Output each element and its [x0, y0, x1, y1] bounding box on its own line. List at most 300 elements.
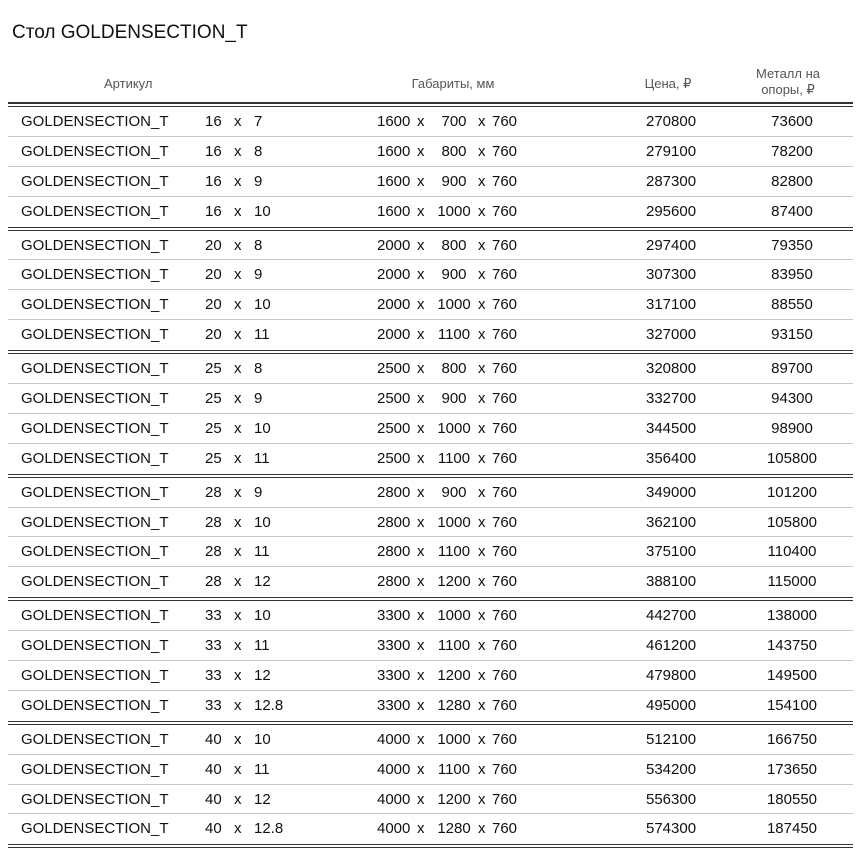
size-b-cell: 11 — [254, 449, 270, 467]
size-b-cell: 7 — [254, 113, 263, 130]
row-group — [8, 231, 853, 351]
dim-separator: x — [417, 296, 425, 314]
size-separator: x — [234, 296, 242, 314]
article-cell: GOLDENSECTION_T — [21, 326, 169, 344]
width-cell: 1200 — [437, 790, 471, 808]
metal-cell: 94300 — [771, 390, 813, 408]
height-cell: 760 — [492, 236, 518, 254]
metal-cell: 138000 — [766, 607, 818, 625]
price-cell: 362100 — [646, 513, 697, 531]
article-cell: GOLDENSECTION_T — [21, 790, 169, 808]
size-a-cell: 20 — [205, 326, 222, 344]
price-cell: 327000 — [646, 326, 697, 344]
article-cell: GOLDENSECTION_T — [21, 637, 169, 655]
length-cell: 1600 — [377, 172, 411, 190]
size-b-cell: 9 — [254, 266, 263, 284]
dim-separator: x — [478, 326, 486, 344]
table-row — [8, 260, 853, 290]
size-separator: x — [234, 760, 242, 778]
dim-separator: x — [478, 236, 486, 254]
price-cell: 461200 — [646, 637, 697, 655]
table-row — [8, 785, 853, 815]
price-cell: 556300 — [646, 790, 697, 808]
size-a-cell: 25 — [205, 390, 222, 408]
article-cell: GOLDENSECTION_T — [21, 483, 169, 501]
price-cell: 344500 — [646, 419, 697, 437]
size-b-cell: 11 — [254, 760, 270, 778]
table-row — [8, 231, 853, 261]
metal-cell: 101200 — [766, 483, 818, 501]
dim-separator: x — [417, 760, 425, 778]
height-cell: 760 — [492, 667, 518, 685]
width-cell: 900 — [441, 172, 467, 190]
height-cell: 760 — [492, 172, 518, 190]
table-row — [8, 167, 853, 197]
size-separator: x — [234, 326, 242, 344]
height-cell: 760 — [492, 202, 518, 220]
dim-separator: x — [478, 419, 486, 437]
article-cell: GOLDENSECTION_T — [21, 543, 169, 561]
length-cell: 4000 — [377, 730, 411, 748]
dim-separator: x — [478, 607, 486, 625]
metal-cell: 154100 — [766, 696, 818, 714]
table-row — [8, 601, 853, 631]
dim-separator: x — [478, 202, 486, 220]
table-body — [8, 107, 853, 848]
dim-separator: x — [417, 573, 425, 591]
width-cell: 900 — [441, 266, 467, 284]
size-a-cell: 33 — [205, 607, 222, 625]
size-b-cell: 10 — [254, 419, 271, 437]
dim-separator: x — [478, 142, 486, 160]
width-cell: 700 — [441, 113, 467, 130]
header-dimensions: Габариты, мм — [411, 76, 495, 91]
size-separator: x — [234, 449, 242, 467]
size-b-cell: 11 — [254, 637, 270, 655]
size-separator: x — [234, 419, 242, 437]
dim-separator: x — [478, 543, 486, 561]
price-cell: 388100 — [646, 573, 697, 591]
dim-separator: x — [417, 266, 425, 284]
height-cell: 760 — [492, 483, 518, 501]
article-cell: GOLDENSECTION_T — [21, 760, 169, 778]
height-cell: 760 — [492, 637, 518, 655]
price-cell: 287300 — [646, 172, 697, 190]
article-cell: GOLDENSECTION_T — [21, 202, 169, 220]
size-separator: x — [234, 236, 242, 254]
size-a-cell: 16 — [205, 142, 222, 160]
length-cell: 2500 — [377, 419, 411, 437]
size-separator: x — [234, 637, 242, 655]
width-cell: 1100 — [437, 326, 471, 344]
dim-separator: x — [417, 449, 425, 467]
size-b-cell: 9 — [254, 390, 263, 408]
width-cell: 800 — [441, 236, 467, 254]
article-cell: GOLDENSECTION_T — [21, 667, 169, 685]
table-row — [8, 661, 853, 691]
row-group — [8, 601, 853, 721]
length-cell: 2500 — [377, 449, 411, 467]
length-cell: 1600 — [377, 202, 411, 220]
table-row — [8, 444, 853, 474]
size-separator: x — [234, 790, 242, 808]
size-a-cell: 40 — [205, 760, 222, 778]
table-row — [8, 290, 853, 320]
row-group — [8, 107, 853, 227]
metal-cell: 115000 — [767, 573, 817, 591]
article-cell: GOLDENSECTION_T — [21, 419, 169, 437]
size-separator: x — [234, 820, 242, 838]
length-cell: 2800 — [377, 513, 411, 531]
length-cell: 4000 — [377, 760, 411, 778]
size-a-cell: 25 — [205, 360, 222, 378]
metal-cell: 105800 — [766, 449, 818, 467]
article-cell: GOLDENSECTION_T — [21, 449, 169, 467]
article-cell: GOLDENSECTION_T — [21, 360, 169, 378]
length-cell: 3300 — [377, 607, 411, 625]
size-a-cell: 33 — [205, 637, 222, 655]
price-cell: 320800 — [646, 360, 697, 378]
height-cell: 760 — [492, 326, 518, 344]
dim-separator: x — [478, 296, 486, 314]
length-cell: 2000 — [377, 296, 411, 314]
price-cell: 495000 — [646, 696, 697, 714]
width-cell: 800 — [441, 360, 467, 378]
width-cell: 1000 — [437, 202, 471, 220]
table-row — [8, 414, 853, 444]
table-row — [8, 631, 853, 661]
size-b-cell: 10 — [254, 513, 271, 531]
metal-cell: 88550 — [771, 296, 813, 314]
dim-separator: x — [417, 696, 425, 714]
width-cell: 1000 — [437, 730, 471, 748]
length-cell: 2000 — [377, 236, 411, 254]
table-row — [8, 755, 853, 785]
size-a-cell: 40 — [205, 820, 222, 838]
dim-separator: x — [478, 696, 486, 714]
length-cell: 3300 — [377, 667, 411, 685]
height-cell: 760 — [492, 696, 518, 714]
table-row — [8, 537, 853, 567]
length-cell: 1600 — [377, 142, 411, 160]
size-b-cell: 8 — [254, 236, 263, 254]
table-row — [8, 137, 853, 167]
metal-cell: 166750 — [766, 730, 818, 748]
width-cell: 900 — [441, 390, 467, 408]
width-cell: 1280 — [437, 696, 471, 714]
height-cell: 760 — [492, 573, 518, 591]
height-cell: 760 — [492, 419, 518, 437]
size-a-cell: 28 — [205, 483, 222, 501]
dim-separator: x — [478, 172, 486, 190]
article-cell: GOLDENSECTION_T — [21, 730, 169, 748]
length-cell: 2800 — [377, 573, 411, 591]
article-cell: GOLDENSECTION_T — [21, 172, 169, 190]
dim-separator: x — [417, 390, 425, 408]
metal-cell: 82800 — [771, 172, 813, 190]
dim-separator: x — [478, 637, 486, 655]
price-cell: 479800 — [646, 667, 697, 685]
table-header — [8, 60, 853, 102]
price-cell: 279100 — [646, 142, 697, 160]
metal-cell: 73600 — [771, 113, 813, 130]
dim-separator: x — [478, 760, 486, 778]
size-a-cell: 20 — [205, 266, 222, 284]
header-article: Артикул — [104, 76, 153, 91]
metal-cell: 110400 — [767, 543, 817, 561]
metal-cell: 143750 — [766, 637, 818, 655]
height-cell: 760 — [492, 296, 518, 314]
metal-cell: 93150 — [771, 326, 813, 344]
table-row — [8, 725, 853, 755]
size-separator: x — [234, 730, 242, 748]
article-cell: GOLDENSECTION_T — [21, 390, 169, 408]
dim-separator: x — [417, 113, 425, 130]
header-metal: Металл на опоры, ₽ — [755, 66, 820, 97]
dim-separator: x — [478, 820, 486, 838]
page-title: Стол GOLDENSECTION_T — [12, 22, 248, 43]
dim-separator: x — [417, 483, 425, 501]
table-row — [8, 320, 853, 350]
metal-cell: 89700 — [771, 360, 813, 378]
table-row — [8, 197, 853, 227]
price-cell: 356400 — [646, 449, 697, 467]
metal-cell: 83950 — [771, 266, 813, 284]
price-cell: 512100 — [646, 730, 697, 748]
width-cell: 900 — [441, 483, 467, 501]
size-b-cell: 10 — [254, 202, 271, 220]
table-row — [8, 567, 853, 597]
metal-cell: 87400 — [771, 202, 813, 220]
dim-separator: x — [417, 730, 425, 748]
price-cell: 270800 — [646, 113, 697, 130]
size-b-cell: 12 — [254, 790, 271, 808]
metal-cell: 78200 — [771, 142, 813, 160]
table-row — [8, 691, 853, 721]
article-cell: GOLDENSECTION_T — [21, 142, 169, 160]
size-a-cell: 28 — [205, 513, 222, 531]
article-cell: GOLDENSECTION_T — [21, 573, 169, 591]
height-cell: 760 — [492, 790, 518, 808]
row-group — [8, 354, 853, 474]
height-cell: 760 — [492, 142, 518, 160]
metal-cell: 98900 — [771, 419, 813, 437]
dim-separator: x — [478, 360, 486, 378]
height-cell: 760 — [492, 607, 518, 625]
width-cell: 1100 — [437, 760, 471, 778]
length-cell: 4000 — [377, 790, 411, 808]
size-separator: x — [234, 483, 242, 501]
size-b-cell: 11 — [254, 326, 270, 344]
dim-separator: x — [417, 142, 425, 160]
price-cell: 317100 — [646, 296, 697, 314]
size-b-cell: 10 — [254, 730, 271, 748]
article-cell: GOLDENSECTION_T — [21, 513, 169, 531]
length-cell: 2800 — [377, 543, 411, 561]
size-a-cell: 40 — [205, 730, 222, 748]
price-cell: 307300 — [646, 266, 697, 284]
dim-separator: x — [478, 266, 486, 284]
size-b-cell: 8 — [254, 142, 263, 160]
article-cell: GOLDENSECTION_T — [21, 266, 169, 284]
size-separator: x — [234, 202, 242, 220]
width-cell: 1000 — [437, 513, 471, 531]
width-cell: 1000 — [437, 296, 471, 314]
dim-separator: x — [417, 637, 425, 655]
width-cell: 1100 — [437, 543, 471, 561]
size-b-cell: 12 — [254, 667, 271, 685]
price-cell: 349000 — [646, 483, 697, 501]
size-a-cell: 16 — [205, 172, 222, 190]
price-cell: 295600 — [646, 202, 697, 220]
metal-cell: 180550 — [766, 790, 818, 808]
dim-separator: x — [417, 202, 425, 220]
size-separator: x — [234, 573, 242, 591]
price-cell: 574300 — [646, 820, 697, 838]
length-cell: 1600 — [377, 113, 411, 130]
length-cell: 4000 — [377, 820, 411, 838]
metal-cell: 173650 — [766, 760, 818, 778]
size-b-cell: 10 — [254, 607, 271, 625]
dim-separator: x — [417, 607, 425, 625]
table-row — [8, 354, 853, 384]
price-cell: 534200 — [646, 760, 697, 778]
dim-separator: x — [478, 790, 486, 808]
size-a-cell: 28 — [205, 543, 222, 561]
size-separator: x — [234, 142, 242, 160]
dim-separator: x — [417, 820, 425, 838]
metal-cell: 105800 — [766, 513, 818, 531]
width-cell: 800 — [441, 142, 467, 160]
height-cell: 760 — [492, 113, 518, 130]
article-cell: GOLDENSECTION_T — [21, 113, 169, 130]
price-table — [8, 60, 853, 848]
size-b-cell: 9 — [254, 483, 263, 501]
size-a-cell: 20 — [205, 236, 222, 254]
dim-separator: x — [417, 513, 425, 531]
height-cell: 760 — [492, 820, 518, 838]
price-cell: 297400 — [646, 236, 697, 254]
dim-separator: x — [478, 390, 486, 408]
size-a-cell: 28 — [205, 573, 222, 591]
height-cell: 760 — [492, 513, 518, 531]
size-a-cell: 33 — [205, 667, 222, 685]
size-a-cell: 16 — [205, 113, 222, 130]
table-row — [8, 384, 853, 414]
size-b-cell: 10 — [254, 296, 271, 314]
row-group — [8, 478, 853, 598]
length-cell: 2500 — [377, 360, 411, 378]
group-divider — [8, 844, 853, 848]
width-cell: 1200 — [437, 573, 471, 591]
metal-cell: 79350 — [771, 236, 813, 254]
size-separator: x — [234, 696, 242, 714]
height-cell: 760 — [492, 390, 518, 408]
length-cell: 3300 — [377, 637, 411, 655]
size-separator: x — [234, 607, 242, 625]
width-cell: 1280 — [437, 820, 471, 838]
size-separator: x — [234, 390, 242, 408]
size-separator: x — [234, 172, 242, 190]
height-cell: 760 — [492, 760, 518, 778]
length-cell: 2500 — [377, 390, 411, 408]
dim-separator: x — [478, 513, 486, 531]
size-separator: x — [234, 667, 242, 685]
width-cell: 1000 — [437, 419, 471, 437]
width-cell: 1200 — [437, 667, 471, 685]
size-a-cell: 40 — [205, 790, 222, 808]
table-row — [8, 107, 853, 137]
dim-separator: x — [478, 449, 486, 467]
width-cell: 1100 — [437, 449, 471, 467]
dim-separator: x — [417, 667, 425, 685]
metal-cell: 187450 — [766, 820, 818, 838]
dim-separator: x — [417, 326, 425, 344]
size-separator: x — [234, 266, 242, 284]
size-separator: x — [234, 543, 242, 561]
length-cell: 2000 — [377, 266, 411, 284]
size-b-cell: 11 — [254, 543, 270, 561]
height-cell: 760 — [492, 266, 518, 284]
article-cell: GOLDENSECTION_T — [21, 296, 169, 314]
table-row — [8, 508, 853, 538]
size-a-cell: 33 — [205, 696, 222, 714]
size-separator: x — [234, 513, 242, 531]
table-row — [8, 814, 853, 844]
dim-separator: x — [478, 113, 486, 130]
width-cell: 1000 — [437, 607, 471, 625]
size-a-cell: 16 — [205, 202, 222, 220]
dim-separator: x — [478, 667, 486, 685]
dim-separator: x — [417, 419, 425, 437]
row-group — [8, 725, 853, 845]
length-cell: 3300 — [377, 696, 411, 714]
size-a-cell: 20 — [205, 296, 222, 314]
size-b-cell: 12.8 — [254, 696, 284, 714]
dim-separator: x — [417, 236, 425, 254]
header-price: Цена, ₽ — [644, 76, 692, 91]
dim-separator: x — [478, 730, 486, 748]
dim-separator: x — [478, 483, 486, 501]
dim-separator: x — [417, 360, 425, 378]
price-cell: 332700 — [646, 390, 697, 408]
height-cell: 760 — [492, 360, 518, 378]
metal-cell: 149500 — [766, 667, 818, 685]
size-b-cell: 12.8 — [254, 820, 284, 838]
article-cell: GOLDENSECTION_T — [21, 236, 169, 254]
price-cell: 375100 — [646, 543, 697, 561]
size-b-cell: 12 — [254, 573, 271, 591]
size-b-cell: 8 — [254, 360, 263, 378]
height-cell: 760 — [492, 449, 518, 467]
size-a-cell: 25 — [205, 449, 222, 467]
dim-separator: x — [417, 172, 425, 190]
dim-separator: x — [478, 573, 486, 591]
length-cell: 2800 — [377, 483, 411, 501]
size-separator: x — [234, 360, 242, 378]
article-cell: GOLDENSECTION_T — [21, 820, 169, 838]
length-cell: 2000 — [377, 326, 411, 344]
height-cell: 760 — [492, 730, 518, 748]
price-cell: 442700 — [646, 607, 697, 625]
height-cell: 760 — [492, 543, 518, 561]
table-row — [8, 478, 853, 508]
size-b-cell: 9 — [254, 172, 263, 190]
size-separator: x — [234, 113, 242, 130]
article-cell: GOLDENSECTION_T — [21, 696, 169, 714]
dim-separator: x — [417, 543, 425, 561]
width-cell: 1100 — [437, 637, 471, 655]
